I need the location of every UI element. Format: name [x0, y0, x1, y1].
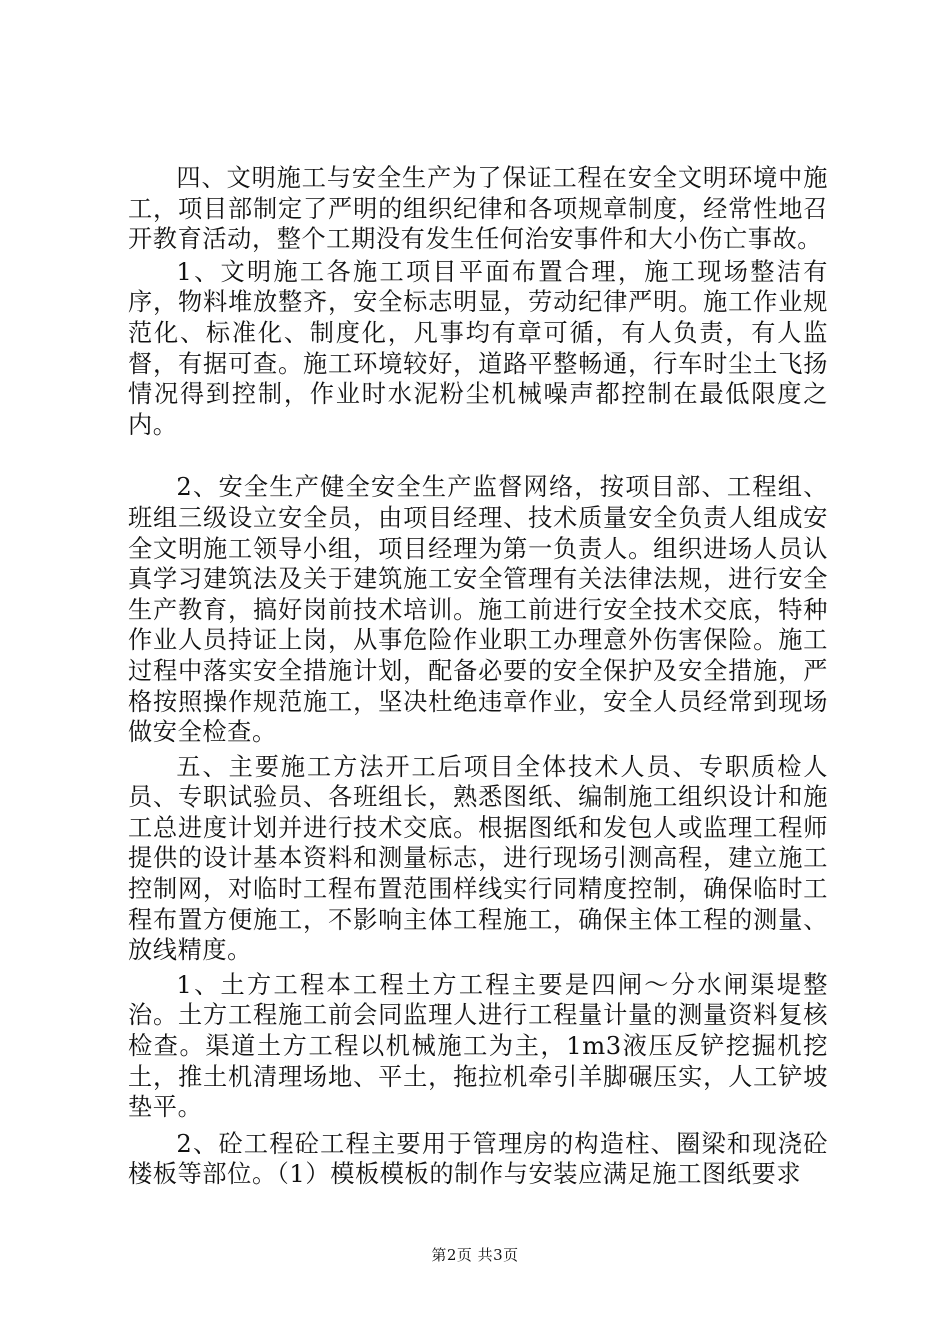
paragraph-civilized-safe-construction: 四、文明施工与安全生产为了保证工程在安全文明环境中施工，项目部制定了严明的组织纪律和各项规章制度，经常性地召开教育活动，整个工期没有发生任何治安事件和大小伤亡事故。: [128, 164, 828, 254]
paragraph-concrete-work: 2、砼工程砼工程主要用于管理房的构造柱、圈梁和现浇砼楼板等部位。（1）模板模板的制作与安装应满足施工图纸要求: [128, 1129, 828, 1189]
page-footer: 第2页 共3页: [431, 1246, 519, 1264]
paragraph-earthwork: 1、土方工程本工程土方工程主要是四闸～分水闸渠堤整治。土方工程施工前会同监理人进行工程量计量的测量资料复核检查。渠道土方工程以机械施工为主，1m3液压反铲挖掘机挖土，推土机清理场地、平土，拖拉机牵引羊脚碾压实，人工铲坡垫平。: [128, 970, 828, 1122]
document-body: [128, 163, 828, 1190]
paragraph-civilized-construction: 1、文明施工各施工项目平面布置合理，施工现场整洁有序，物料堆放整齐，安全标志明显，劳动纪律严明。施工作业规范化、标准化、制度化，凡事均有章可循，有人负责，有人监督，有据可查。施工环境较好，道路平整畅通，行车时尘土飞扬情况得到控制，作业时水泥粉尘机械噪声都控制在最低限度之内。: [128, 257, 828, 439]
paragraph-main-construction-methods: 五、主要施工方法开工后项目全体技术人员、专职质检人员、专职试验员、各班组长，熟悉图纸、编制施工组织设计和施工总进度计划并进行技术交底。根据图纸和发包人或监理工程师提供的设计基本资料和测量标志，进行现场引测高程，建立施工控制网，对临时工程布置范围样线实行同精度控制，确保临时工程布置方便施工，不影响主体工程施工，确保主体工程的测量、放线精度。: [128, 752, 828, 965]
paragraph-safety-production: 2、安全生产健全安全生产监督网络，按项目部、工程组、班组三级设立安全员，由项目经理、技术质量安全负责人组成安全文明施工领导小组，项目经理为第一负责人。组织进场人员认真学习建筑法及关于建筑施工安全管理有关法律法规，进行安全生产教育，搞好岗前技术培训。施工前进行安全技术交底，特种作业人员持证上岗，从事危险作业职工办理意外伤害保险。施工过程中落实安全措施计划，配备必要的安全保护及安全措施，严格按照操作规范施工，坚决杜绝违章作业，安全人员经常到现场做安全检查。: [128, 473, 828, 747]
